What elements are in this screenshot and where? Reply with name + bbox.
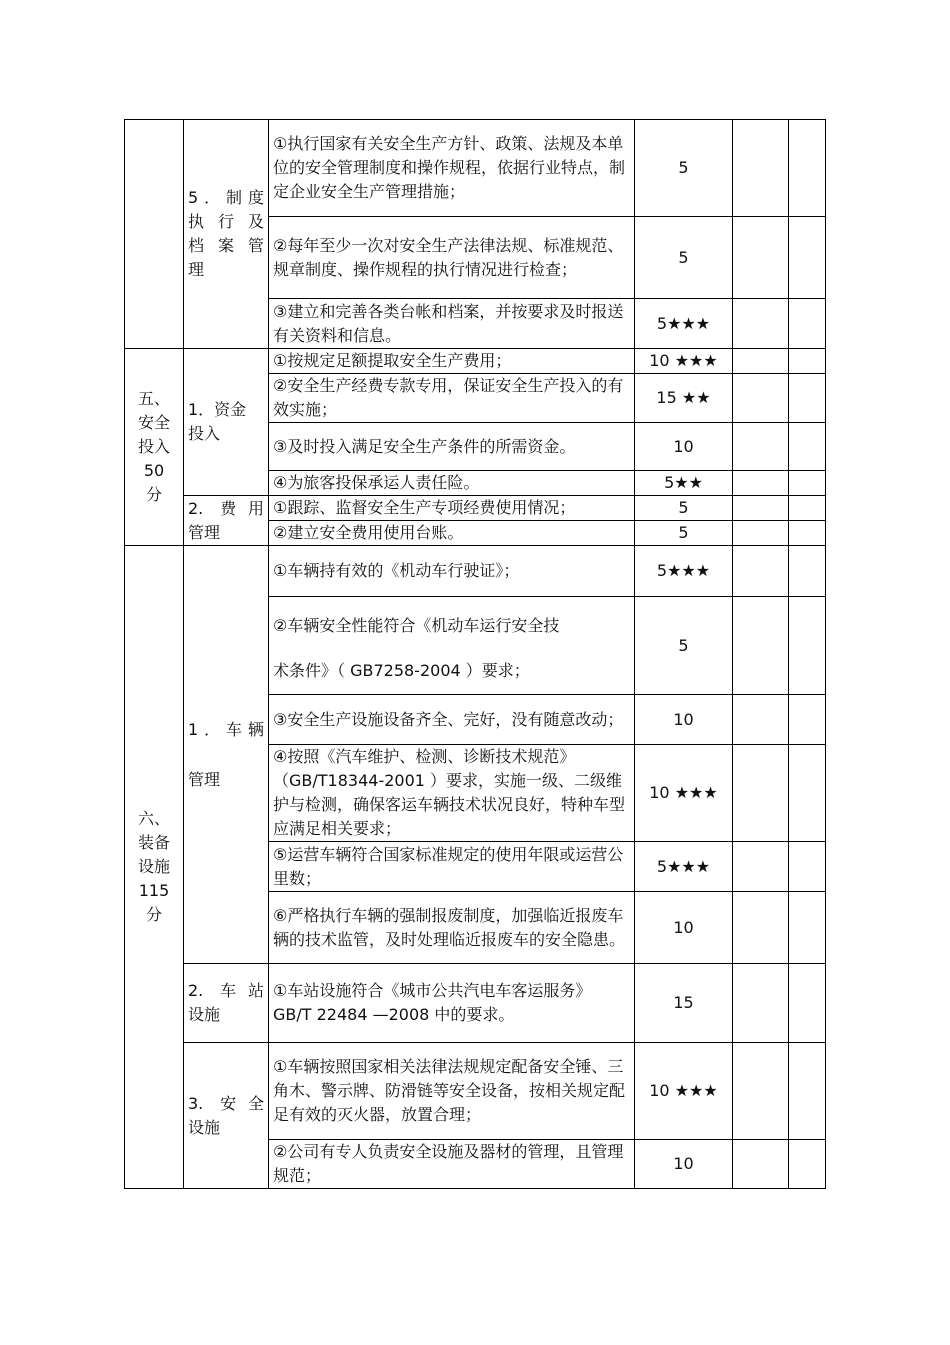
score-cell: 10 — [635, 892, 733, 964]
table-row — [125, 546, 826, 597]
score-cell: 10 — [635, 1140, 733, 1189]
blank-cell — [789, 374, 826, 423]
blank-cell — [789, 597, 826, 695]
blank-cell — [733, 892, 789, 964]
blank-cell — [789, 120, 826, 217]
subitem-cell — [184, 964, 269, 1043]
criterion-cell: ③建立和完善各类台帐和档案，并按要求及时报送有关资料和信息。 — [269, 299, 635, 349]
blank-cell — [733, 842, 789, 892]
blank-cell — [733, 120, 789, 217]
section-line: 分 — [145, 905, 162, 924]
criterion-cell: ②公司有专人负责安全设施及器材的管理，且管理规范； — [269, 1140, 635, 1189]
score-cell: 5 — [635, 521, 733, 546]
section-line: 115 — [138, 881, 170, 900]
blank-cell — [733, 745, 789, 842]
blank-cell — [733, 423, 789, 471]
blank-cell — [733, 217, 789, 299]
score-cell: 10 — [635, 423, 733, 471]
blank-cell — [789, 299, 826, 349]
blank-cell — [789, 521, 826, 546]
criterion-cell: ①执行国家有关安全生产方针、政策、法规及本单位的安全管理制度和操作规程，依据行业特点，制定企业安全生产管理措施； — [269, 120, 635, 217]
blank-cell — [789, 964, 826, 1043]
section-cell — [125, 349, 184, 546]
subitem-cell — [184, 349, 269, 496]
section-cell-empty — [125, 120, 184, 349]
blank-cell — [733, 374, 789, 423]
subitem-line: 3. 安全 — [188, 1093, 264, 1113]
criterion-cell: ④为旅客投保承运人责任险。 — [269, 471, 635, 496]
score-cell: 5★★ — [635, 471, 733, 496]
blank-cell — [789, 496, 826, 521]
subitem-line: 执行及 — [188, 212, 264, 231]
subitem-cell — [184, 546, 269, 964]
subitem-line: 5．制度 — [188, 188, 264, 207]
criterion-cell: ③安全生产设施设备齐全、完好，没有随意改动； — [269, 695, 635, 745]
criterion-cell: ②安全生产经费专款专用，保证安全生产投入的有效实施； — [269, 374, 635, 423]
criterion-cell: ③及时投入满足安全生产条件的所需资金。 — [269, 423, 635, 471]
score-cell: 10 ★★★ — [635, 349, 733, 374]
safety-assessment-table — [124, 119, 826, 1189]
blank-cell — [789, 842, 826, 892]
blank-cell — [733, 964, 789, 1043]
score-cell: 10 — [635, 695, 733, 745]
subitem-line: 2. 车站 — [188, 981, 264, 1000]
blank-cell — [789, 1043, 826, 1140]
criterion-cell: ①跟踪、监督安全生产专项经费使用情况； — [269, 496, 635, 521]
subitem-line: 2. 费用 — [188, 498, 264, 518]
criterion-cell: ④按照《汽车维护、检测、诊断技术规范》（GB/T18344-2001 ）要求，实施一级、二级维护与检测，确保客运车辆技术状况良好，特种车型应满足相关要求； — [269, 745, 635, 842]
subitem-line: 1．车辆 — [188, 719, 264, 739]
table-row — [125, 964, 826, 1043]
score-cell: 5 — [635, 597, 733, 695]
blank-cell — [733, 349, 789, 374]
subitem-line: 档案管 — [188, 236, 264, 255]
blank-cell — [733, 299, 789, 349]
subitem-cell — [184, 496, 269, 546]
section-line: 分 — [145, 485, 162, 504]
blank-cell — [789, 217, 826, 299]
blank-cell — [789, 546, 826, 597]
section-line: 五、 — [137, 389, 170, 408]
subitem-line: 设施 — [188, 1005, 221, 1024]
criterion-cell: ①车辆持有效的《机动车行驶证》； — [269, 546, 635, 597]
blank-cell — [733, 521, 789, 546]
blank-cell — [789, 471, 826, 496]
criterion-line: ②车辆安全性能符合《机动车运行安全技 — [273, 615, 560, 635]
criterion-cell: ②建立安全费用使用台账。 — [269, 521, 635, 546]
score-cell: 5 — [635, 120, 733, 217]
table-row — [125, 349, 826, 374]
score-cell: 10 ★★★ — [635, 745, 733, 842]
subitem-cell — [184, 120, 269, 349]
score-cell: 15 ★★ — [635, 374, 733, 423]
blank-cell — [733, 1043, 789, 1140]
blank-cell — [733, 546, 789, 597]
blank-cell — [789, 695, 826, 745]
score-cell: 10 ★★★ — [635, 1043, 733, 1140]
score-cell: 5★★★ — [635, 842, 733, 892]
blank-cell — [733, 496, 789, 521]
criterion-cell: ①车站设施符合《城市公共汽电车客运服务》 GB/T 22484 —2008 中的要求。 — [269, 964, 635, 1043]
blank-cell — [733, 471, 789, 496]
section-line: 50 — [143, 461, 165, 480]
criterion-cell: ①按规定足额提取安全生产费用； — [269, 349, 635, 374]
blank-cell — [733, 695, 789, 745]
blank-cell — [733, 597, 789, 695]
blank-cell — [789, 349, 826, 374]
score-cell: 5★★★ — [635, 299, 733, 349]
section-line: 安全 — [137, 413, 170, 432]
subitem-line: 理 — [188, 260, 205, 279]
section-cell — [125, 546, 184, 1189]
blank-cell — [789, 423, 826, 471]
score-cell: 5★★★ — [635, 546, 733, 597]
subitem-line: 投入 — [188, 424, 221, 443]
table-row — [125, 1043, 826, 1140]
blank-cell — [789, 1140, 826, 1189]
section-line: 装备 — [137, 833, 170, 852]
score-cell: 5 — [635, 217, 733, 299]
subitem-cell — [184, 1043, 269, 1189]
criterion-cell: ⑤运营车辆符合国家标准规定的使用年限或运营公里数； — [269, 842, 635, 892]
score-cell: 5 — [635, 496, 733, 521]
criterion-cell: ①车辆按照国家相关法律法规规定配备安全锤、三角木、警示牌、防滑链等安全设备，按相关规定配足有效的灭火器，放置合理； — [269, 1043, 635, 1140]
subitem-line: 管理 — [188, 769, 221, 789]
subitem-line: 管理 — [188, 522, 221, 542]
blank-cell — [789, 745, 826, 842]
criterion-cell: ⑥严格执行车辆的强制报废制度，加强临近报废车辆的技术监管，及时处理临近报废车的安全隐患。 — [269, 892, 635, 964]
subitem-line: 设施 — [188, 1117, 221, 1137]
section-line: 六、 — [137, 809, 170, 828]
table-row — [125, 496, 826, 521]
table-row — [125, 120, 826, 217]
criterion-cell: ②每年至少一次对安全生产法律法规、标准规范、规章制度、操作规程的执行情况进行检查； — [269, 217, 635, 299]
section-line: 投入 — [137, 437, 170, 456]
subitem-line: 1．资金 — [188, 400, 247, 419]
criterion-cell — [269, 597, 635, 695]
criterion-line: 术条件》（ GB7258-2004 ）要求； — [273, 660, 530, 680]
section-line: 设施 — [137, 857, 170, 876]
blank-cell — [789, 892, 826, 964]
blank-cell — [733, 1140, 789, 1189]
score-cell: 15 — [635, 964, 733, 1043]
